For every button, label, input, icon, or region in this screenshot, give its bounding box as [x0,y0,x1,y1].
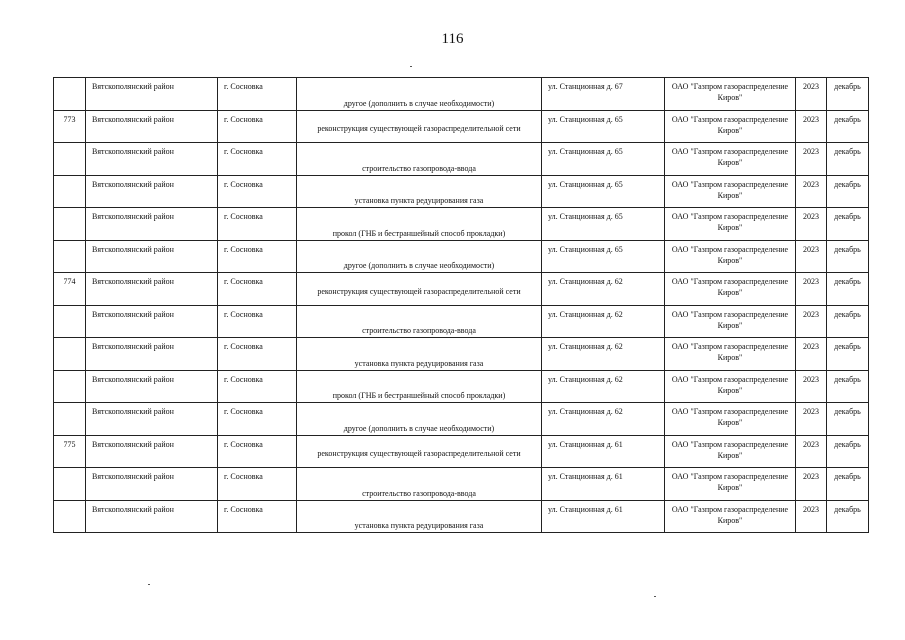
organization-cell: ОАО "Газпром газораспределение Киров" [665,78,796,111]
page-number: 116 [441,31,464,47]
city-cell: г. Сосновка [218,78,297,111]
table-body [54,78,869,533]
year-cell: 2023 [796,305,827,338]
address-cell: ул. Станционная д. 62 [542,305,665,338]
month-cell: декабрь [827,403,869,436]
district-cell: Вятскополянский район [86,175,218,208]
scan-speck [410,66,412,67]
row-number-cell [54,500,86,533]
district-cell: Вятскополянский район [86,338,218,371]
work-type-cell: другое (дополнить в случае необходимости) [297,78,542,111]
gas-works-table [53,77,869,533]
month-cell: декабрь [827,435,869,468]
row-number-cell [54,175,86,208]
work-type-cell: реконструкция существующей газораспределительной сети [297,435,542,468]
district-cell: Вятскополянский район [86,273,218,306]
row-number-cell [54,240,86,273]
year-cell: 2023 [796,500,827,533]
row-number-cell: 775 [54,435,86,468]
district-cell: Вятскополянский район [86,435,218,468]
table-row [54,370,869,403]
month-cell: декабрь [827,110,869,143]
city-cell: г. Сосновка [218,468,297,501]
district-cell: Вятскополянский район [86,468,218,501]
month-cell: декабрь [827,175,869,208]
row-number-cell: 774 [54,273,86,306]
organization-cell: ОАО "Газпром газораспределение Киров" [665,338,796,371]
city-cell: г. Сосновка [218,110,297,143]
address-cell: ул. Станционная д. 62 [542,273,665,306]
address-cell: ул. Станционная д. 65 [542,208,665,241]
organization-cell: ОАО "Газпром газораспределение Киров" [665,370,796,403]
address-cell: ул. Станционная д. 61 [542,468,665,501]
year-cell: 2023 [796,273,827,306]
year-cell: 2023 [796,78,827,111]
city-cell: г. Сосновка [218,305,297,338]
address-cell: ул. Станционная д. 65 [542,143,665,176]
table-row [54,143,869,176]
city-cell: г. Сосновка [218,338,297,371]
month-cell: декабрь [827,143,869,176]
table-row [54,78,869,111]
work-type-cell: другое (дополнить в случае необходимости) [297,403,542,436]
address-cell: ул. Станционная д. 67 [542,78,665,111]
district-cell: Вятскополянский район [86,403,218,436]
organization-cell: ОАО "Газпром газораспределение Киров" [665,500,796,533]
organization-cell: ОАО "Газпром газораспределение Киров" [665,435,796,468]
organization-cell: ОАО "Газпром газораспределение Киров" [665,468,796,501]
row-number-cell [54,468,86,501]
month-cell: декабрь [827,338,869,371]
month-cell: декабрь [827,208,869,241]
organization-cell: ОАО "Газпром газораспределение Киров" [665,305,796,338]
table-row [54,305,869,338]
city-cell: г. Сосновка [218,435,297,468]
year-cell: 2023 [796,110,827,143]
city-cell: г. Сосновка [218,370,297,403]
address-cell: ул. Станционная д. 61 [542,500,665,533]
district-cell: Вятскополянский район [86,240,218,273]
work-type-cell: прокол (ГНБ и бестраншейный способ прокладки) [297,370,542,403]
district-cell: Вятскополянский район [86,208,218,241]
city-cell: г. Сосновка [218,273,297,306]
district-cell: Вятскополянский район [86,143,218,176]
table-row [54,403,869,436]
city-cell: г. Сосновка [218,143,297,176]
district-cell: Вятскополянский район [86,370,218,403]
work-type-cell: прокол (ГНБ и бестраншейный способ прокладки) [297,208,542,241]
district-cell: Вятскополянский район [86,78,218,111]
address-cell: ул. Станционная д. 62 [542,403,665,436]
work-type-cell: строительство газопровода-ввода [297,305,542,338]
table-row [54,435,869,468]
table-row [54,468,869,501]
table-row [54,273,869,306]
month-cell: декабрь [827,305,869,338]
table-row [54,208,869,241]
address-cell: ул. Станционная д. 65 [542,110,665,143]
row-number-cell [54,143,86,176]
table-row [54,500,869,533]
year-cell: 2023 [796,468,827,501]
row-number-cell [54,370,86,403]
row-number-cell [54,403,86,436]
year-cell: 2023 [796,143,827,176]
city-cell: г. Сосновка [218,500,297,533]
month-cell: декабрь [827,78,869,111]
work-type-cell: строительство газопровода-ввода [297,143,542,176]
address-cell: ул. Станционная д. 65 [542,175,665,208]
row-number-cell [54,305,86,338]
district-cell: Вятскополянский район [86,305,218,338]
city-cell: г. Сосновка [218,403,297,436]
scan-speck [148,584,150,585]
work-type-cell: реконструкция существующей газораспределительной сети [297,110,542,143]
address-cell: ул. Станционная д. 65 [542,240,665,273]
year-cell: 2023 [796,240,827,273]
organization-cell: ОАО "Газпром газораспределение Киров" [665,110,796,143]
work-type-cell: другое (дополнить в случае необходимости) [297,240,542,273]
organization-cell: ОАО "Газпром газораспределение Киров" [665,143,796,176]
organization-cell: ОАО "Газпром газораспределение Киров" [665,208,796,241]
work-type-cell: установка пункта редуцирования газа [297,175,542,208]
row-number-cell: 773 [54,110,86,143]
work-type-cell: установка пункта редуцирования газа [297,500,542,533]
city-cell: г. Сосновка [218,208,297,241]
work-type-cell: строительство газопровода-ввода [297,468,542,501]
year-cell: 2023 [796,175,827,208]
organization-cell: ОАО "Газпром газораспределение Киров" [665,240,796,273]
district-cell: Вятскополянский район [86,500,218,533]
year-cell: 2023 [796,435,827,468]
month-cell: декабрь [827,500,869,533]
address-cell: ул. Станционная д. 61 [542,435,665,468]
table-row [54,338,869,371]
month-cell: декабрь [827,468,869,501]
organization-cell: ОАО "Газпром газораспределение Киров" [665,403,796,436]
row-number-cell [54,78,86,111]
city-cell: г. Сосновка [218,175,297,208]
year-cell: 2023 [796,403,827,436]
year-cell: 2023 [796,338,827,371]
organization-cell: ОАО "Газпром газораспределение Киров" [665,175,796,208]
table-row [54,240,869,273]
year-cell: 2023 [796,370,827,403]
address-cell: ул. Станционная д. 62 [542,338,665,371]
table-row [54,175,869,208]
row-number-cell [54,208,86,241]
scan-speck [654,596,656,597]
work-type-cell: установка пункта редуцирования газа [297,338,542,371]
table-row [54,110,869,143]
city-cell: г. Сосновка [218,240,297,273]
address-cell: ул. Станционная д. 62 [542,370,665,403]
organization-cell: ОАО "Газпром газораспределение Киров" [665,273,796,306]
work-type-cell: реконструкция существующей газораспределительной сети [297,273,542,306]
month-cell: декабрь [827,370,869,403]
district-cell: Вятскополянский район [86,110,218,143]
month-cell: декабрь [827,240,869,273]
month-cell: декабрь [827,273,869,306]
year-cell: 2023 [796,208,827,241]
row-number-cell [54,338,86,371]
